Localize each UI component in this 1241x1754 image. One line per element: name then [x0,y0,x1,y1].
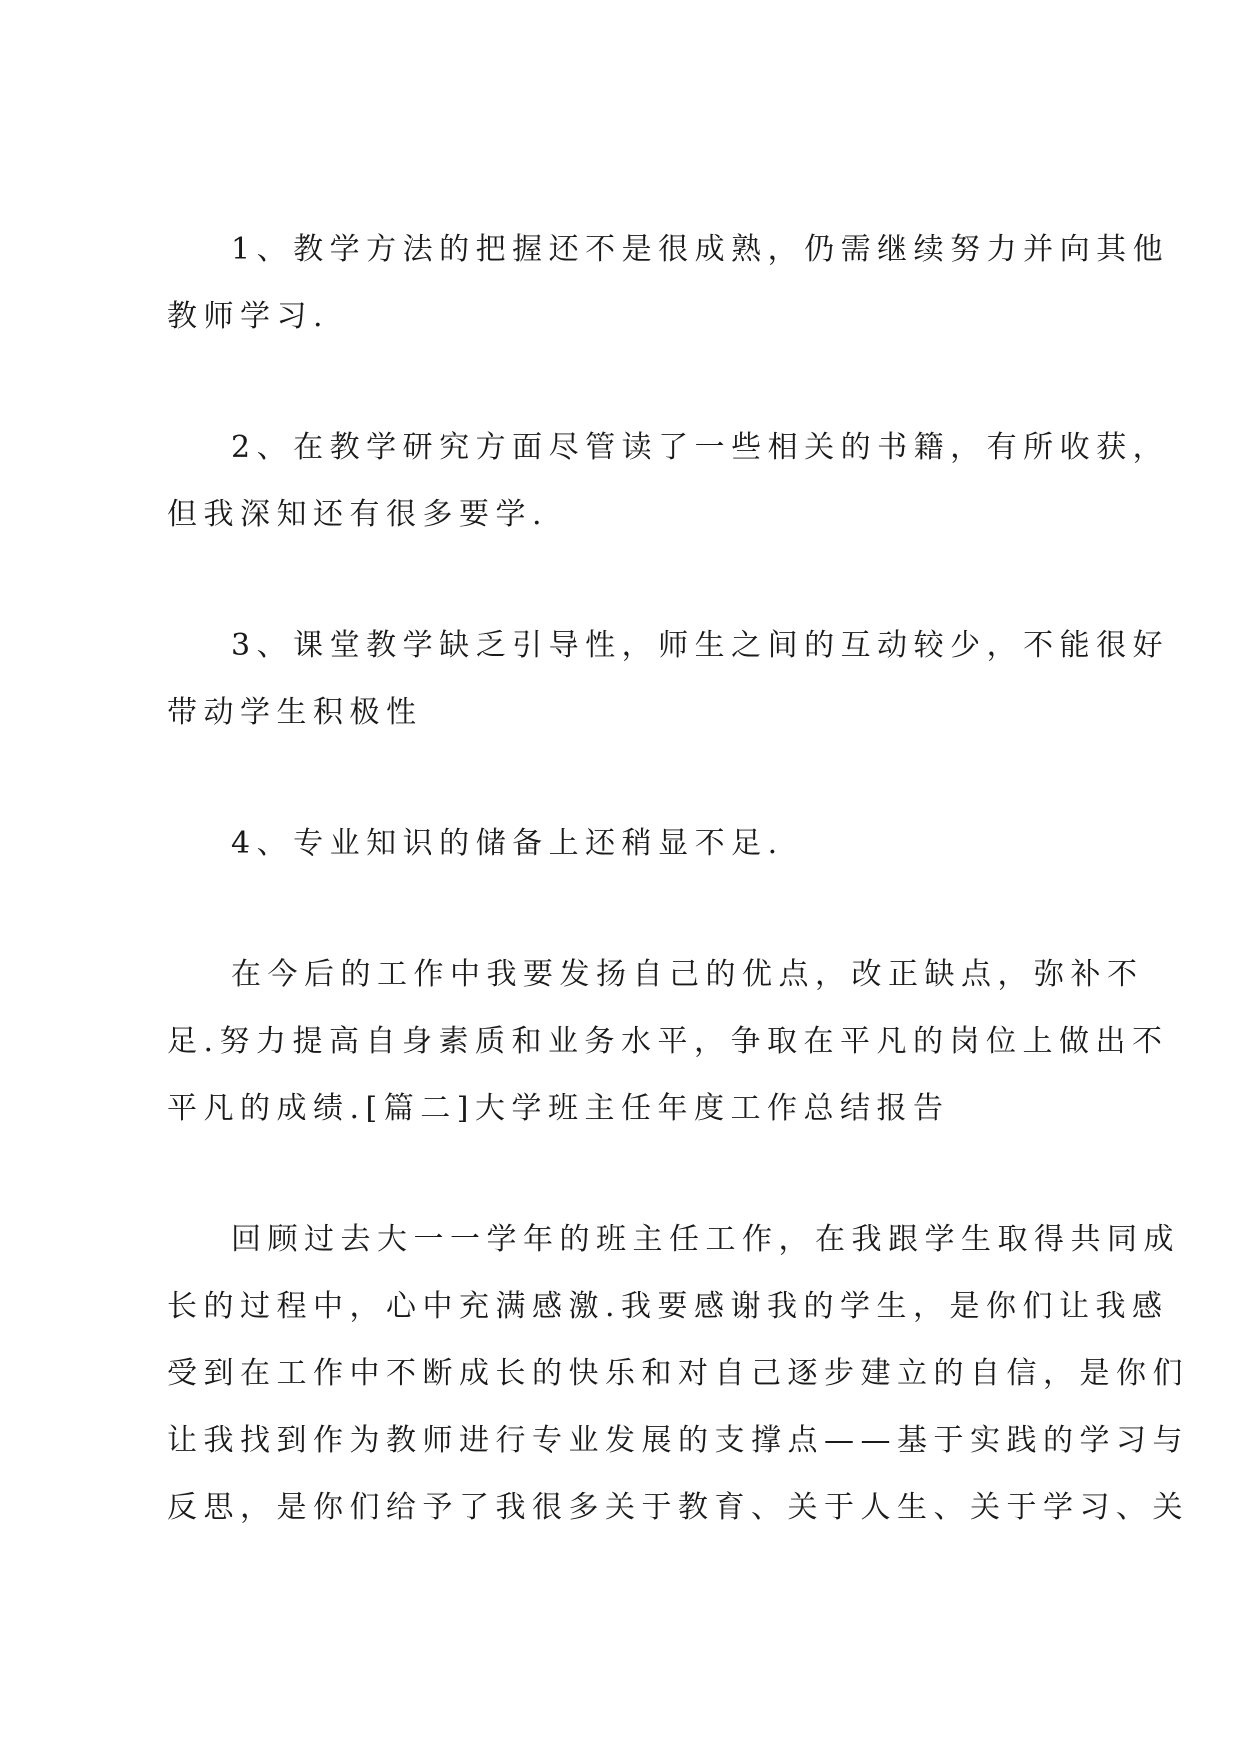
paragraph-3-line-2: 带动学生积极性 [167,695,423,730]
paragraph-6-line-1: 回顾过去大一一学年的班主任工作，在我跟学生取得共同成 [231,1222,1180,1257]
paragraph-5-line-3: 平凡的成绩.[篇二]大学班主任年度工作总结报告 [167,1091,950,1126]
paragraph-1-line-2: 教师学习. [167,299,330,334]
paragraph-3-line-1: 3、课堂教学缺乏引导性，师生之间的互动较少，不能很好 [231,628,1170,663]
paragraph-6-line-4: 让我找到作为教师进行专业发展的支撑点——基于实践的学习与 [167,1423,1189,1458]
paragraph-6-line-2: 长的过程中，心中充满感激.我要感谢我的学生，是你们让我感 [167,1289,1169,1324]
paragraph-4-line-1: 4、专业知识的储备上还稍显不足. [231,826,784,861]
paragraph-6-line-3: 受到在工作中不断成长的快乐和对自己逐步建立的自信，是你们 [167,1356,1189,1391]
paragraph-6-line-5: 反思，是你们给予了我很多关于教育、关于人生、关于学习、关 [167,1490,1189,1525]
paragraph-1-line-1: 1、教学方法的把握还不是很成熟，仍需继续努力并向其他 [231,232,1170,267]
paragraph-2-line-1: 2、在教学研究方面尽管读了一些相关的书籍，有所收获， [231,430,1170,465]
paragraph-2-line-2: 但我深知还有很多要学. [167,497,549,532]
paragraph-5-line-1: 在今后的工作中我要发扬自己的优点，改正缺点，弥补不 [231,957,1144,992]
paragraph-5-line-2: 足.努力提高自身素质和业务水平，争取在平凡的岗位上做出不 [167,1024,1169,1059]
